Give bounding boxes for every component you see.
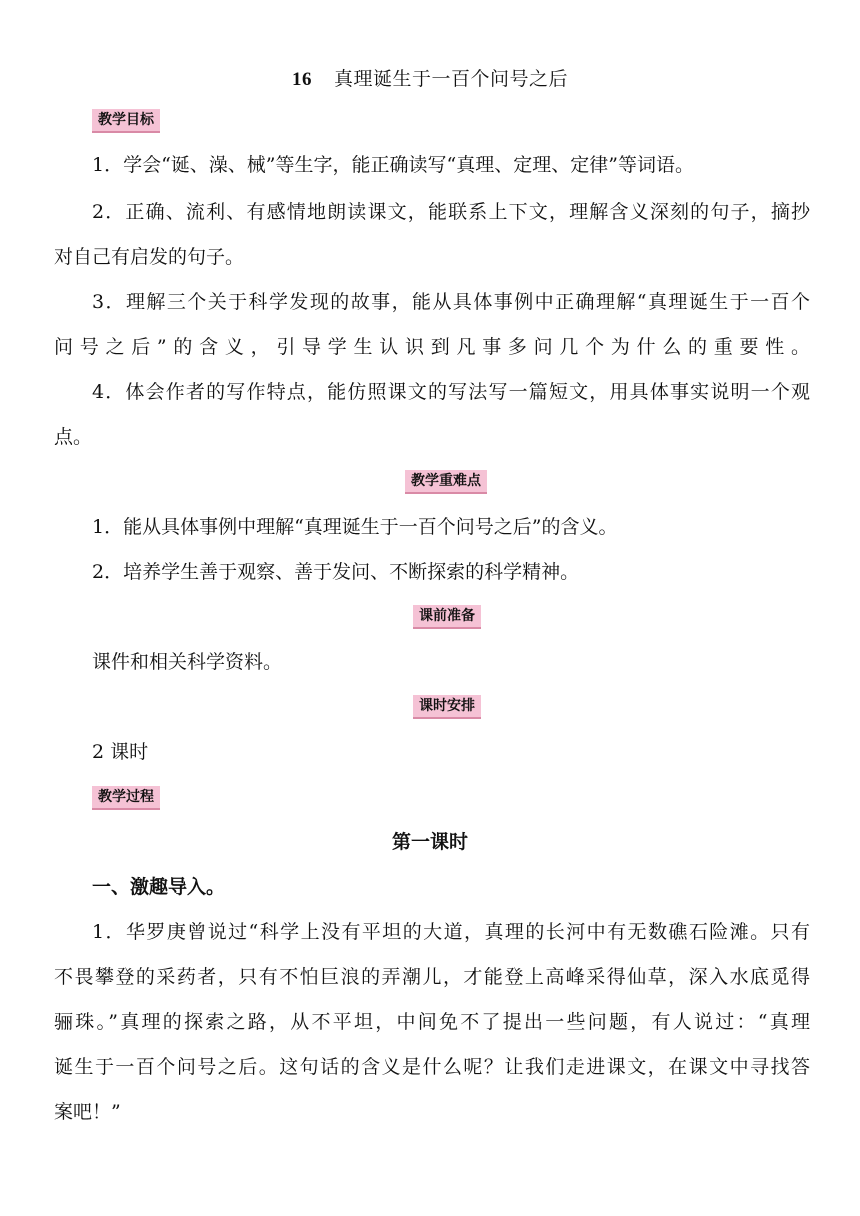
section-tag-schedule: 课时安排 — [413, 695, 481, 719]
lesson-number: 16 — [291, 69, 312, 90]
lesson-subtitle: 第一课时 — [391, 831, 468, 853]
lesson-title: 真理诞生于一百个问号之后 — [333, 68, 568, 90]
schedule-text: 2 课时 — [92, 741, 149, 763]
section-tag-key-points: 教学重难点 — [405, 470, 487, 494]
section-tag-preparation: 课前准备 — [413, 605, 481, 629]
objective-2-line-1: 2．正确、流利、有感情地朗读课文，能联系上下文，理解含义深刻的句子，摘抄 — [92, 201, 810, 223]
objective-3-line-1: 3．理解三个关于科学发现的故事，能从具体事例中正确理解“真理诞生于一百个 — [92, 291, 810, 313]
paragraph-line-4: 诞生于一百个问号之后。这句话的含义是什么呢？让我们走进课文，在课文中寻找答 — [54, 1056, 810, 1078]
section-tag-objectives: 教学目标 — [92, 109, 160, 133]
page-title — [0, 64, 860, 91]
paragraph-line-3: 骊珠。”真理的探索之路，从不平坦，中间免不了提出一些问题，有人说过：“真理 — [54, 1011, 810, 1033]
objective-4-line-1: 4．体会作者的写作特点，能仿照课文的写法写一篇短文，用具体事实说明一个观 — [92, 381, 810, 403]
step-title: 一、激趣导入。 — [92, 876, 226, 898]
paragraph-line-2: 不畏攀登的采药者，只有不怕巨浪的弄潮儿，才能登上高峰采得仙草，深入水底觅得 — [54, 966, 810, 988]
key-point-1: 1．能从具体事例中理解“真理诞生于一百个问号之后”的含义。 — [92, 516, 618, 538]
paragraph-line-1: 1．华罗庚曾说过“科学上没有平坦的大道，真理的长河中有无数礁石险滩。只有 — [92, 921, 810, 943]
objective-1: 1．学会“诞、澡、械”等生字，能正确读写“真理、定理、定律”等词语。 — [92, 154, 694, 176]
preparation-text: 课件和相关科学资料。 — [92, 651, 283, 673]
key-point-2: 2．培养学生善于观察、善于发问、不断探索的科学精神。 — [92, 561, 580, 583]
objective-3-line-2: 问号之后”的含义，引导学生认识到凡事多问几个为什么的重要性。 — [54, 336, 810, 358]
objective-4-line-2: 点。 — [54, 426, 93, 448]
section-tag-process: 教学过程 — [92, 786, 160, 810]
objective-2-line-2: 对自己有启发的句子。 — [54, 246, 245, 268]
paragraph-line-5: 案吧！” — [54, 1101, 121, 1123]
